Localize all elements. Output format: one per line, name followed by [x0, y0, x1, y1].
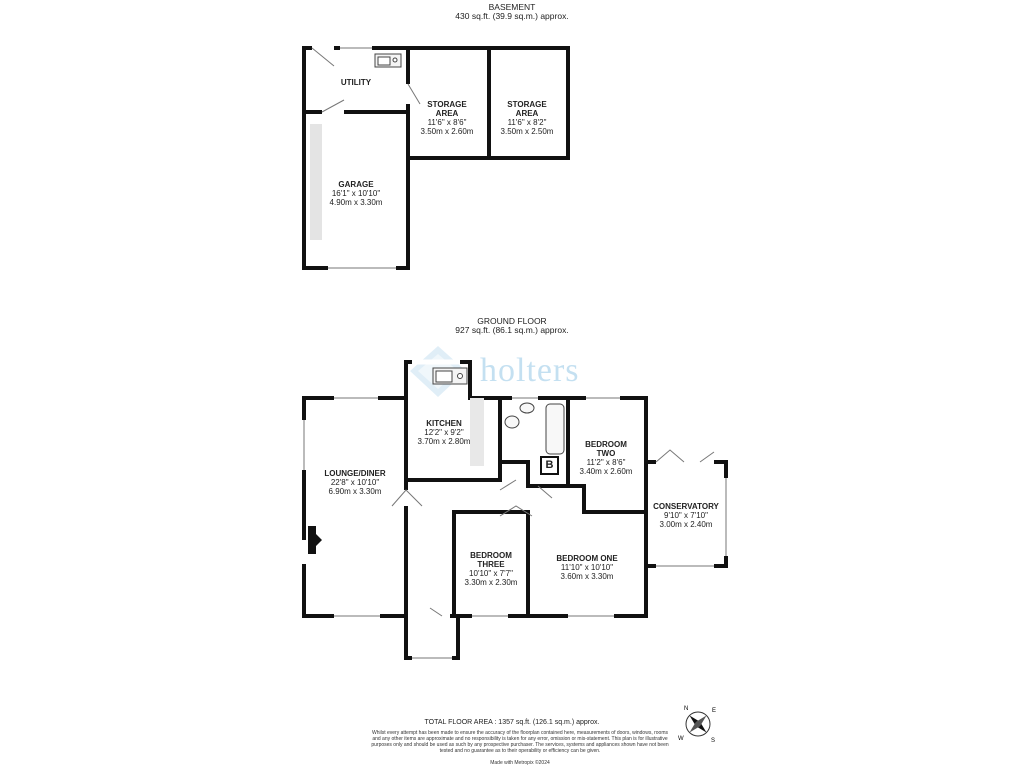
- room-storage-2-dim-imperial: 11'6" x 8'2": [507, 118, 547, 127]
- metropix-credit: Made with Metropix ©2024: [490, 760, 550, 766]
- basement-title: BASEMENT: [488, 2, 536, 12]
- room-garage-name: GARAGE: [338, 180, 374, 189]
- room-storage-2: [501, 100, 554, 136]
- room-kitchen: [418, 419, 471, 446]
- room-conservatory: [653, 502, 719, 529]
- bathroom-fixtures: [505, 403, 564, 454]
- room-bedroom-one: [556, 554, 617, 581]
- room-storage-1-dim-imperial: 11'6" x 8'6": [427, 118, 467, 127]
- compass-s: S: [711, 738, 716, 744]
- room-bedroom-one-dim-imperial: 11'10" x 10'10": [560, 563, 614, 572]
- room-storage-2-dim-metric: 3.50m x 2.50m: [500, 127, 554, 136]
- garage-vehicle-strip: [310, 124, 322, 240]
- disclaimer-text: Whilst every attempt has been made to ensure the accuracy of the floorplan contained here, measurements of doors, windows, rooms and any other items are approximate and no responsibility is taken for any error, omission or mis-statement. This plan is for illustrative purposes only and should be used as such by any prospective purchaser. The services, systems and appliances shown have not been tested and no guarantee as to their operability or efficiency can be given.: [371, 730, 669, 754]
- room-lounge-diner: [324, 469, 385, 496]
- room-kitchen-dim-metric: 3.70m x 2.80m: [417, 437, 471, 446]
- room-lounge-diner-name: LOUNGE/DINER: [324, 469, 386, 478]
- kitchen-worktop: [470, 398, 484, 466]
- room-garage-dim-imperial: 16'1" x 10'10": [331, 189, 381, 198]
- room-utility-name: UTILITY: [340, 78, 372, 87]
- room-bedroom-three-name: BEDROOM THREE: [470, 551, 512, 569]
- room-bedroom-two-dim-imperial: 11'2" x 8'6": [586, 458, 626, 467]
- compass-n: N: [684, 706, 689, 712]
- compass-w: W: [678, 736, 684, 742]
- room-storage-1-name: STORAGE AREA: [427, 100, 467, 118]
- room-kitchen-name: KITCHEN: [426, 419, 462, 428]
- room-bedroom-two: [580, 440, 633, 476]
- room-garage-dim-metric: 4.90m x 3.30m: [329, 198, 383, 207]
- room-conservatory-dim-imperial: 9'10" x 7'10": [664, 511, 708, 520]
- room-garage: [330, 180, 383, 207]
- room-storage-1-dim-metric: 3.50m x 2.60m: [420, 127, 474, 136]
- room-conservatory-dim-metric: 3.00m x 2.40m: [659, 520, 713, 529]
- ground-floor-area: 927 sq.ft. (86.1 sq.m.) approx.: [455, 325, 569, 335]
- total-floor-area: TOTAL FLOOR AREA : 1357 sq.ft. (126.1 sq.m.) approx.: [424, 719, 600, 726]
- room-storage-1: [421, 100, 474, 136]
- porch-walls: [406, 616, 458, 658]
- utility-sink-icon: [375, 54, 401, 67]
- room-bedroom-three-dim-imperial: 10'10" x 7'7": [469, 569, 513, 578]
- lounge-diner-walls: [304, 398, 406, 616]
- ground-floor-title: GROUND FLOOR: [477, 316, 547, 326]
- room-kitchen-dim-imperial: 12'2" x 9'2": [424, 428, 464, 437]
- room-storage-2-name: STORAGE AREA: [507, 100, 547, 118]
- compass-rose-icon: [676, 702, 720, 746]
- room-conservatory-name: CONSERVATORY: [653, 502, 719, 511]
- room-utility: [341, 78, 371, 87]
- watermark-text: holters: [480, 352, 580, 389]
- room-bedroom-one-dim-metric: 3.60m x 3.30m: [560, 572, 614, 581]
- room-bedroom-two-dim-metric: 3.40m x 2.60m: [579, 467, 633, 476]
- basement-area: 430 sq.ft. (39.9 sq.m.) approx.: [455, 11, 569, 21]
- room-bedroom-three: [465, 551, 518, 587]
- room-bedroom-two-name: BEDROOM TWO: [585, 440, 627, 458]
- room-bedroom-one-name: BEDROOM ONE: [556, 554, 618, 563]
- kitchen-sink-icon: [433, 368, 467, 384]
- room-bedroom-three-dim-metric: 3.30m x 2.30m: [464, 578, 518, 587]
- fireplace-icon: [308, 526, 322, 554]
- compass-e: E: [712, 708, 717, 714]
- boiler-marker: B: [540, 456, 559, 475]
- room-lounge-diner-dim-metric: 6.90m x 3.30m: [328, 487, 382, 496]
- room-lounge-diner-dim-imperial: 22'8" x 10'10": [330, 478, 380, 487]
